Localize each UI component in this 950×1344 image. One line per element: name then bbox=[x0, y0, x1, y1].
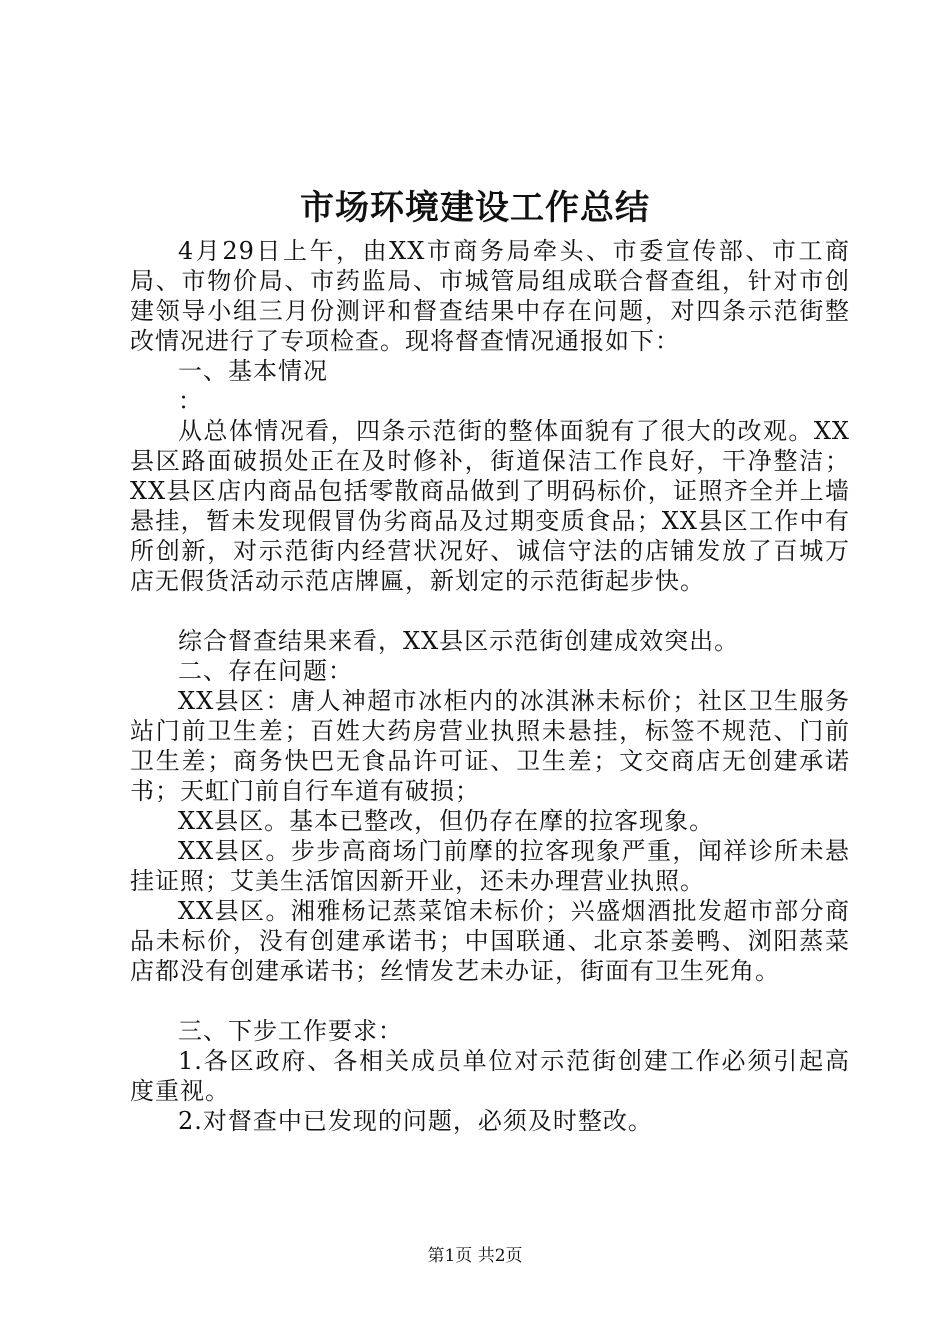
document-body bbox=[130, 236, 850, 1136]
summary-paragraph: 综合督查结果来看，XX县区示范街创建成效突出。 bbox=[178, 627, 740, 655]
problem-paragraph-2: XX县区。基本已整改，但仍存在摩的拉客现象。 bbox=[178, 807, 715, 835]
paragraph-gap bbox=[130, 596, 850, 626]
problem-paragraph-1: XX县区：唐人神超市冰柜内的冰淇淋未标价；社区卫生服务站门前卫生差；百姓大药房营业执照未悬挂，标签不规范、门前卫生差；商务快巴无食品许可证、卫生差；文交商店无创建承诺书；天虹门前自行车道有破损； bbox=[130, 687, 850, 805]
document-title: 市场环境建设工作总结 bbox=[300, 188, 650, 228]
paragraph-gap bbox=[130, 986, 850, 1016]
page-number: 第1页 共2页 bbox=[427, 1246, 523, 1266]
overall-situation-paragraph: 从总体情况看，四条示范街的整体面貌有了很大的改观。XX县区路面破损处正在及时修补，街道保洁工作良好，干净整洁；XX县区店内商品包括零散商品做到了明码标价，证照齐全并上墙悬挂，暂未发现假冒伪劣商品及过期变质食品；XX县区工作中有所创新，对示范街内经营状况好、诚信守法的店铺发放了百城万店无假货活动示范店牌匾，新划定的示范街起步快。 bbox=[130, 417, 850, 595]
intro-paragraph: 4月29日上午，由XX市商务局牵头、市委宣传部、市工商局、市物价局、市药监局、市城管局组成联合督查组，针对市创建领导小组三月份测评和督查结果中存在问题，对四条示范街整改情况进行了专项检查。现将督查情况通报如下： bbox=[130, 237, 850, 355]
problem-paragraph-3: XX县区。步步高商场门前摩的拉客现象严重，闻祥诊所未悬挂证照；艾美生活馆因新开业，还未办理营业执照。 bbox=[130, 837, 850, 895]
problem-paragraph-4: XX县区。湘雅杨记蒸菜馆未标价；兴盛烟酒批发超市部分商品未标价，没有创建承诺书；中国联通、北京茶姜鸭、浏阳蒸菜店都没有创建承诺书；丝情发艺未办证，街面有卫生死角。 bbox=[130, 897, 850, 985]
section-heading-next-steps: 三、下步工作要求： bbox=[178, 1017, 403, 1045]
section-heading-problems: 二、存在问题： bbox=[178, 657, 353, 685]
section-heading-basic-situation: 一、基本情况 bbox=[178, 357, 328, 385]
requirement-2: 2.对督查中已发现的问题，必须及时整改。 bbox=[178, 1107, 653, 1135]
requirement-1: 1.各区政府、各相关成员单位对示范街创建工作必须引起高度重视。 bbox=[130, 1047, 850, 1105]
colon-line: ： bbox=[178, 387, 203, 415]
